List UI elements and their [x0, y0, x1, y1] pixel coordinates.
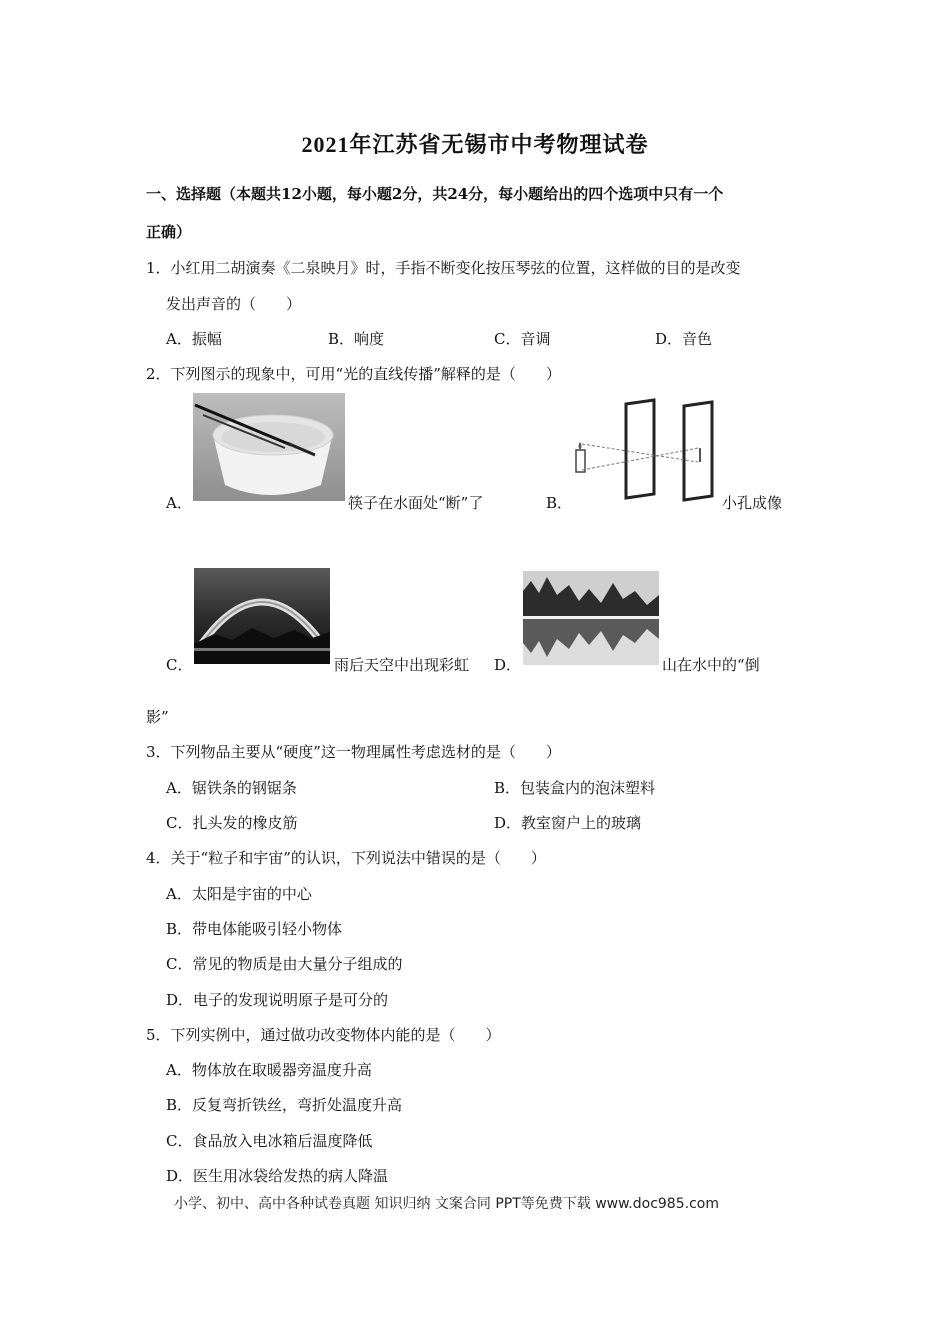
q1-option-b: B．响度 [328, 330, 385, 348]
q2-option-a-letter: A． [166, 494, 192, 512]
q2-option-a-caption: 筷子在水面处“断”了 [348, 494, 484, 512]
chopstick-bowl-image [193, 393, 345, 501]
q1-option-a: A．振幅 [166, 330, 222, 348]
q2-option-b-letter: B． [546, 494, 573, 512]
q5-option-c: C．食品放入电冰箱后温度降低 [166, 1132, 373, 1150]
footer-link-text[interactable]: 小学、初中、高中各种试卷真题 知识归纳 文案合同 PPT等免费下载 www.doc985.com [174, 1196, 719, 1212]
question-4-stem: 4．关于“粒子和宇宙”的认识，下列说法中错误的是（ ） [146, 849, 546, 867]
q3-option-a: A．锯铁条的钢锯条 [166, 779, 297, 797]
question-2-stem: 2．下列图示的现象中，可用“光的直线传播”解释的是（ ） [146, 365, 561, 383]
q3-option-d: D．教室窗户上的玻璃 [494, 814, 642, 832]
section-header-line2: 正确） [146, 223, 192, 241]
q5-option-a: A．物体放在取暖器旁温度升高 [166, 1061, 372, 1079]
q2-option-d-letter: D． [494, 656, 522, 674]
page-title: 2021年江苏省无锡市中考物理试卷 [301, 132, 649, 157]
q3-option-c: C．扎头发的橡皮筋 [166, 814, 298, 832]
q2-option-c-letter: C． [166, 656, 193, 674]
question-5-stem: 5．下列实例中，通过做功改变物体内能的是（ ） [146, 1026, 501, 1044]
q2-option-d-caption-wrap: 影” [146, 708, 169, 726]
question-1-stem-cont: 发出声音的（ ） [166, 295, 302, 313]
q4-option-b: B．带电体能吸引轻小物体 [166, 920, 343, 938]
q2-option-c-caption: 雨后天空中出现彩虹 [334, 656, 470, 674]
question-1-stem: 1．小红用二胡演奏《二泉映月》时，手指不断变化按压琴弦的位置，这样做的目的是改变 [146, 259, 741, 277]
q5-option-d: D．医生用冰袋给发热的病人降温 [166, 1167, 389, 1185]
question-3-stem: 3．下列物品主要从“硬度”这一物理属性考虑选材的是（ ） [146, 743, 561, 761]
pinhole-imaging-diagram [572, 398, 720, 502]
q4-option-c: C．常见的物质是由大量分子组成的 [166, 955, 403, 973]
q1-option-d: D．音色 [655, 330, 713, 348]
q1-option-c: C．音调 [494, 330, 551, 348]
q4-option-d: D．电子的发现说明原子是可分的 [166, 991, 389, 1009]
q2-option-b-caption: 小孔成像 [722, 494, 783, 512]
section-header-line1: 一、选择题（本题共12小题，每小题2分，共24分，每小题给出的四个选项中只有一个 [146, 185, 724, 203]
q5-option-b: B．反复弯折铁丝，弯折处温度升高 [166, 1096, 403, 1114]
q4-option-a: A．太阳是宇宙的中心 [166, 885, 312, 903]
q2-option-d-caption: 山在水中的“倒 [662, 656, 760, 674]
mountain-reflection-image [523, 571, 659, 665]
rainbow-image [194, 568, 330, 664]
q3-option-b: B．包装盒内的泡沫塑料 [494, 779, 656, 797]
